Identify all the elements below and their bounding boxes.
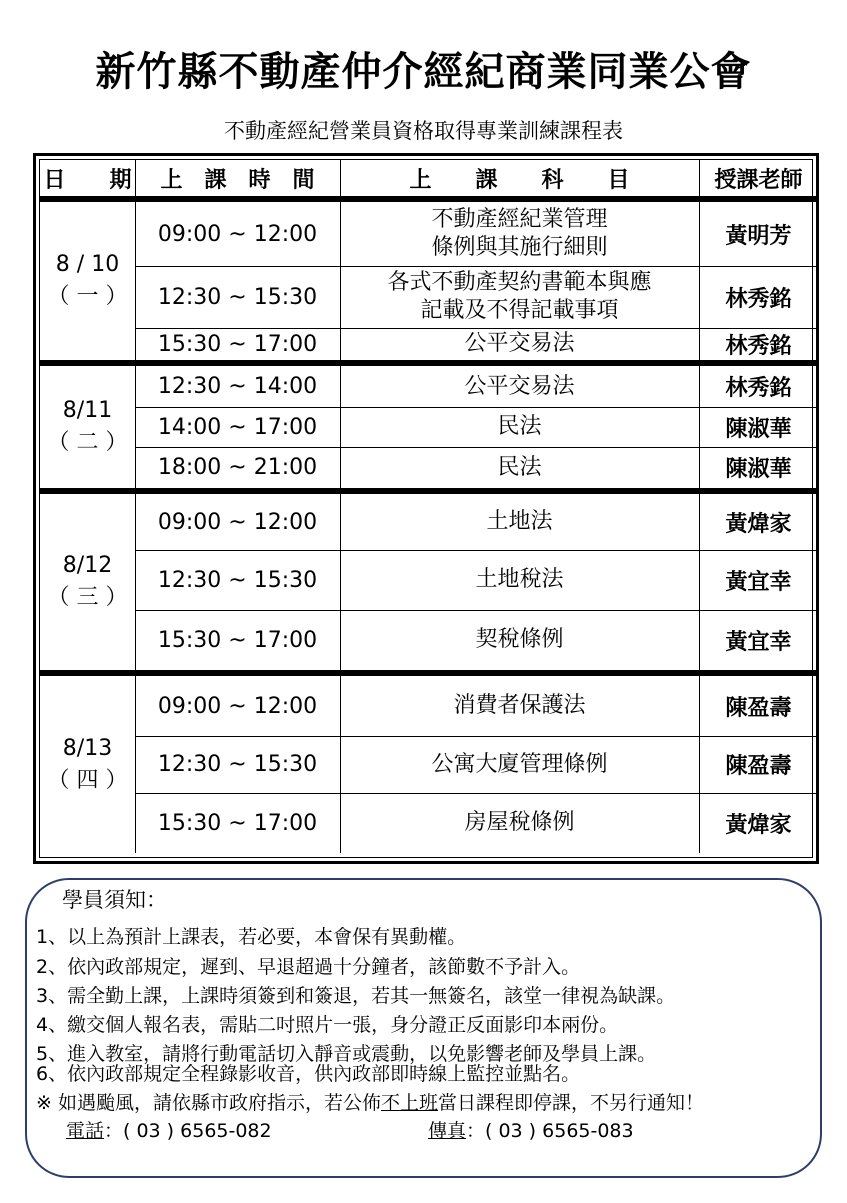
session-subject — [340, 366, 699, 407]
subject-line: 各式不動產契約書範本與應 — [387, 270, 652, 295]
subject-line: 房屋稅條例 — [464, 810, 575, 835]
subject-line: 土地法 — [486, 509, 553, 534]
notice-title: 學員須知： — [62, 888, 167, 912]
notice-item: 1、以上為預計上課表，若必要，本會保有異動權。 — [36, 926, 467, 948]
day-weekday: （ 一 ） — [47, 284, 128, 309]
session-subject — [340, 793, 699, 853]
header-date: 日 期 — [43, 167, 132, 193]
day-date-cell — [40, 494, 135, 670]
session-teacher: 陳淑華 — [725, 457, 792, 482]
session-subject — [340, 494, 699, 550]
subject-line: 土地稅法 — [475, 567, 564, 592]
day-date-cell — [40, 366, 135, 488]
session-subject — [340, 266, 699, 328]
session-teacher: 陳淑華 — [725, 416, 792, 442]
session-time: 12:30 ~ 14:00 — [157, 374, 318, 399]
session-time: 18:00 ~ 21:00 — [157, 455, 318, 480]
subject-line: 消費者保護法 — [453, 693, 586, 718]
session-subject — [340, 447, 699, 488]
day-date-cell — [40, 676, 135, 853]
schedule-grid — [39, 159, 813, 858]
session-time: 15:30 ~ 17:00 — [157, 627, 318, 653]
session-teacher: 林秀銘 — [725, 286, 792, 312]
day-date: 8 / 10 — [55, 252, 120, 277]
subject-line: 公平交易法 — [464, 373, 575, 399]
session-teacher: 黃煒家 — [725, 511, 792, 537]
session-teacher: 陳盈壽 — [725, 754, 792, 779]
session-teacher: 林秀銘 — [725, 376, 792, 401]
subject-line: 不動產經紀業管理 — [431, 207, 608, 232]
day-weekday: （ 二 ） — [47, 430, 128, 455]
subject-line: 契稅條例 — [475, 627, 564, 652]
session-subject — [340, 550, 699, 610]
fax-contact — [428, 1116, 634, 1143]
session-time: 09:00 ~ 12:00 — [157, 693, 318, 719]
notice-item: 2、依內政部規定，遲到、早退超過十分鐘者，該節數不予計入。 — [36, 956, 581, 978]
column-divider — [340, 160, 341, 853]
day-date: 8/12 — [62, 553, 113, 578]
notice-item: 6、依內政部規定全程錄影收音，供內政部即時線上監控並點名。 — [36, 1063, 581, 1085]
session-time: 09:00 ~ 12:00 — [157, 509, 318, 535]
subject-line: 條例與其施行細則 — [431, 235, 608, 260]
session-subject — [340, 736, 699, 793]
day-date: 8/11 — [62, 398, 113, 423]
course-schedule-table — [33, 153, 819, 864]
fax-value: ：( 03 ) 6565-083 — [466, 1120, 634, 1142]
header-teacher: 授課老師 — [714, 167, 803, 193]
session-time: 12:30 ~ 15:30 — [157, 752, 318, 777]
session-teacher: 黃煒家 — [725, 812, 792, 838]
session-time: 09:00 ~ 12:00 — [157, 221, 318, 247]
phone-contact — [66, 1116, 272, 1143]
session-teacher: 黃明芳 — [725, 223, 792, 249]
session-teacher: 黃宜幸 — [725, 629, 792, 655]
session-time: 14:00 ~ 17:00 — [157, 414, 318, 440]
subject-line: 公平交易法 — [464, 331, 575, 356]
session-subject — [340, 407, 699, 447]
page-subtitle: 不動產經紀營業員資格取得專業訓練課程表 — [224, 119, 623, 143]
day-weekday: （ 三 ） — [47, 585, 128, 610]
session-time: 15:30 ~ 17:00 — [157, 810, 318, 836]
phone-value: ：( 03 ) 6565-082 — [104, 1120, 272, 1142]
column-divider — [135, 160, 136, 853]
phone-label: 電話 — [66, 1120, 105, 1142]
fax-label: 傳真 — [428, 1120, 467, 1142]
typhoon-suffix: 當日課程即停課，不另行通知！ — [437, 1092, 704, 1114]
subject-line: 公寓大廈管理條例 — [431, 751, 608, 777]
notice-item: 4、繳交個人報名表，需貼二吋照片一張，身分證正反面影印本兩份。 — [36, 1014, 619, 1036]
session-time: 15:30 ~ 17:00 — [157, 331, 318, 357]
session-subject — [340, 202, 699, 266]
session-teacher: 林秀銘 — [725, 333, 792, 359]
subject-line: 民法 — [497, 454, 542, 480]
notice-item: 5、進入教室，請將行動電話切入靜音或震動，以免影響老師及學員上課。 — [36, 1043, 657, 1065]
header-time: 上 課 時 間 — [160, 167, 315, 193]
session-teacher: 陳盈壽 — [725, 695, 792, 721]
session-time: 12:30 ~ 15:30 — [157, 567, 318, 593]
session-subject — [340, 328, 699, 360]
typhoon-underlined: 不上班 — [380, 1092, 438, 1114]
header-subject: 上 課 科 目 — [409, 167, 630, 193]
column-divider — [699, 160, 700, 853]
day-date-cell — [40, 202, 135, 360]
subject-line: 記載及不得記載事項 — [420, 298, 619, 323]
page-title: 新竹縣不動產仲介經紀商業同業公會 — [95, 49, 752, 95]
session-subject — [340, 676, 699, 736]
typhoon-prefix: ※ 如遇颱風，請依縣市政府指示，若公佈 — [36, 1092, 381, 1114]
day-weekday: （ 四 ） — [47, 767, 128, 793]
session-subject — [340, 610, 699, 670]
day-date: 8/13 — [62, 735, 113, 761]
subject-line: 民法 — [497, 414, 542, 439]
typhoon-notice — [36, 1088, 704, 1115]
session-teacher: 黃宜幸 — [725, 569, 792, 595]
notice-item: 3、需全勤上課，上課時須簽到和簽退，若其一無簽名，該堂一律視為缺課。 — [36, 985, 676, 1007]
session-time: 12:30 ~ 15:30 — [157, 284, 318, 310]
